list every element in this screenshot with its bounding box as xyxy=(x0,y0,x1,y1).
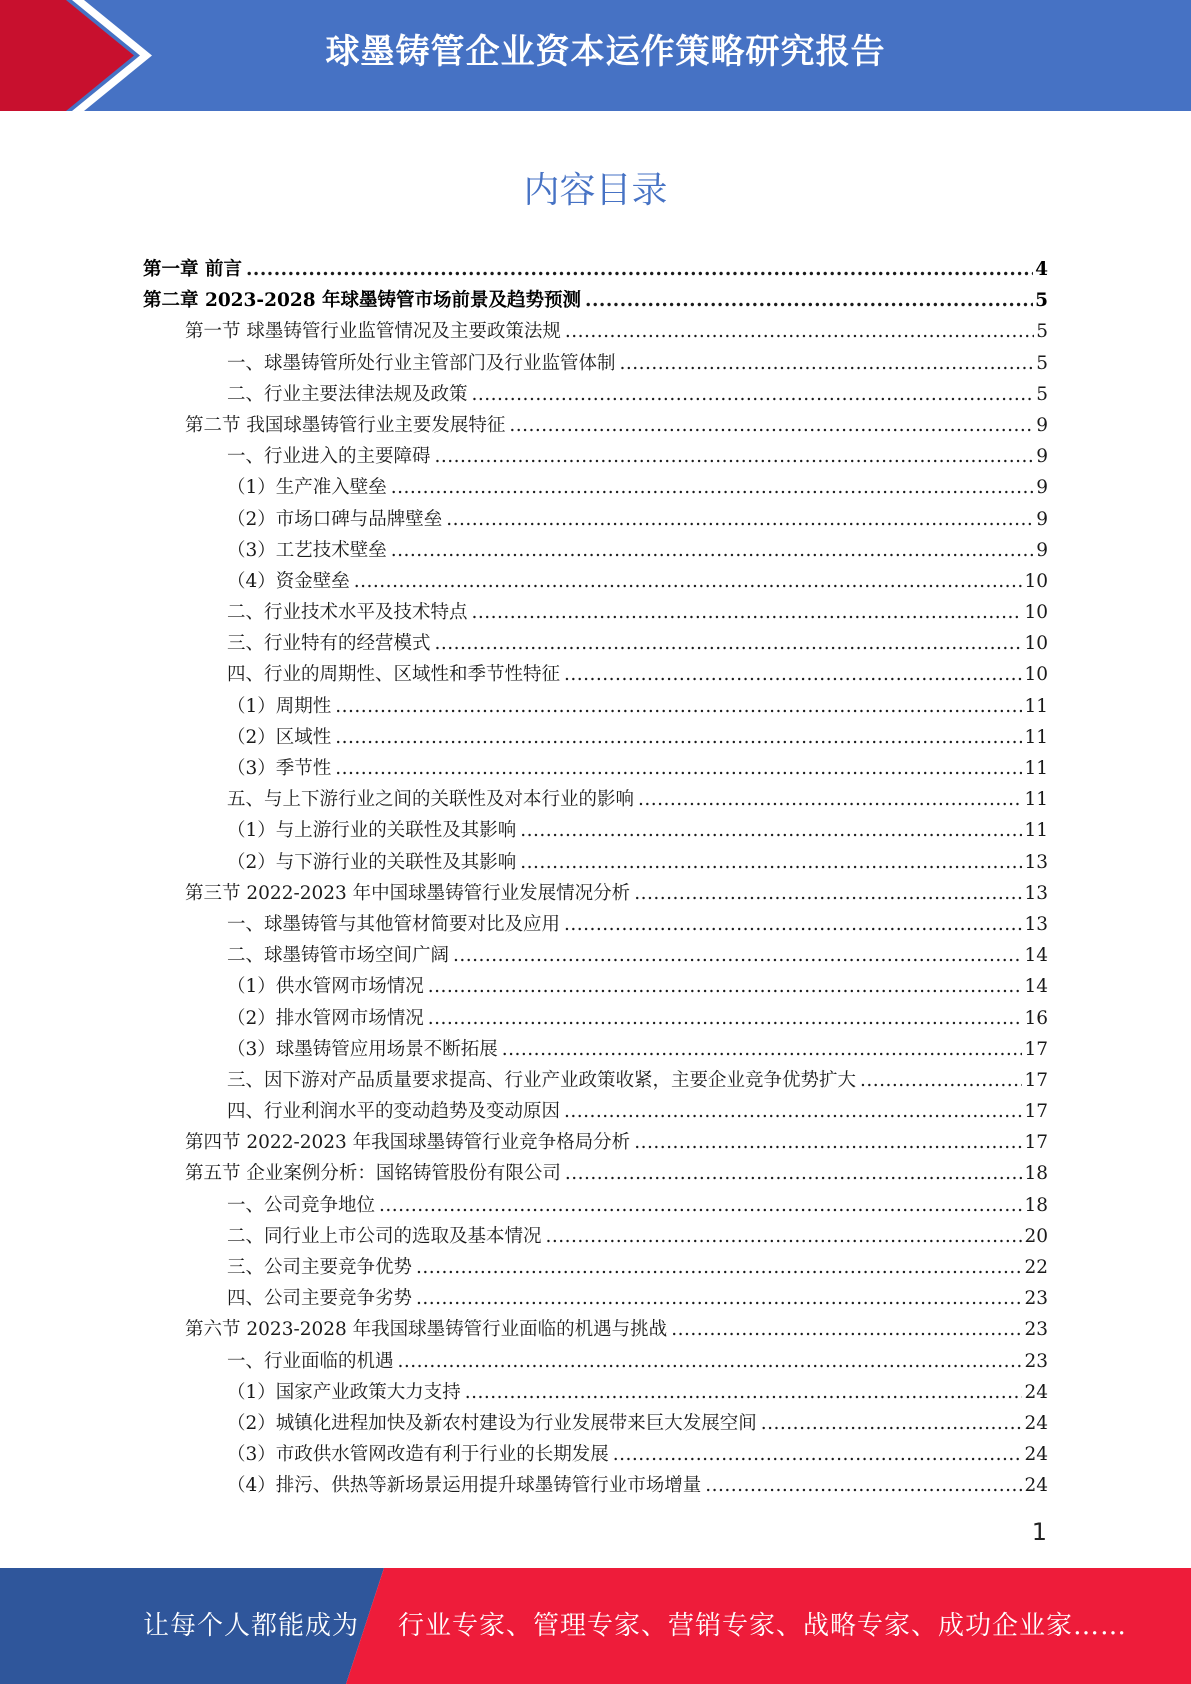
toc-entry[interactable] xyxy=(143,254,1048,285)
toc-leader-dots xyxy=(564,659,1022,690)
toc-leader-dots xyxy=(428,1003,1023,1034)
toc-leader-dots xyxy=(335,691,1022,722)
toc-entry[interactable] xyxy=(143,847,1048,878)
toc-entry-title: 第五节 企业案例分析：国铭铸管股份有限公司 xyxy=(185,1163,561,1185)
toc-entry-title: 二、行业主要法律法规及政策 xyxy=(227,383,468,405)
toc-leader-dots xyxy=(509,410,1034,441)
toc-entry-page: 24 xyxy=(1024,1475,1048,1497)
toc-entry-page: 20 xyxy=(1024,1225,1048,1247)
toc-entry-page: 13 xyxy=(1024,913,1048,935)
toc-leader-dots xyxy=(520,847,1022,878)
toc-leader-dots xyxy=(565,316,1034,347)
toc-leader-dots xyxy=(546,1221,1023,1252)
toc-entry[interactable] xyxy=(143,722,1048,753)
toc-entry[interactable] xyxy=(143,1034,1048,1065)
toc-entry[interactable] xyxy=(143,628,1048,659)
toc-entry-page: 17 xyxy=(1024,1069,1048,1091)
toc-entry-title: （2）与下游行业的关联性及其影响 xyxy=(227,851,517,873)
toc-leader-dots xyxy=(472,597,1023,628)
toc-entry-title: 第二章 2023-2028 年球墨铸管市场前景及趋势预测 xyxy=(143,290,582,312)
toc-entry[interactable] xyxy=(143,410,1048,441)
toc-entry[interactable] xyxy=(143,316,1048,347)
toc-entry[interactable] xyxy=(143,566,1048,597)
toc-entry-page: 10 xyxy=(1024,633,1048,655)
toc-entry-page: 11 xyxy=(1024,820,1048,842)
toc-entry-title: 二、行业技术水平及技术特点 xyxy=(227,602,468,624)
toc-entry[interactable] xyxy=(143,753,1048,784)
toc-leader-dots xyxy=(379,1190,1022,1221)
toc-entry-page: 16 xyxy=(1024,1007,1048,1029)
toc-entry-page: 17 xyxy=(1024,1101,1048,1123)
toc-entry[interactable] xyxy=(143,1190,1048,1221)
toc-entry-title: 一、公司竞争地位 xyxy=(227,1194,376,1216)
toc-entry-page: 9 xyxy=(1036,414,1048,436)
toc-entry-page: 23 xyxy=(1024,1319,1048,1341)
toc-entry[interactable] xyxy=(143,472,1048,503)
toc-entry-page: 24 xyxy=(1024,1381,1048,1403)
toc-leader-dots xyxy=(564,1096,1022,1127)
toc-leader-dots xyxy=(335,753,1022,784)
toc-leader-dots xyxy=(564,909,1022,940)
toc-entry[interactable] xyxy=(143,1314,1048,1345)
toc-leader-dots xyxy=(435,628,1023,659)
toc-entry[interactable] xyxy=(143,1003,1048,1034)
toc-entry[interactable] xyxy=(143,971,1048,1002)
toc-leader-dots xyxy=(246,254,1033,285)
toc-entry-page: 11 xyxy=(1024,726,1048,748)
toc-entry-title: （1）国家产业政策大力支持 xyxy=(227,1381,461,1403)
toc-leader-dots xyxy=(671,1314,1022,1345)
toc-leader-dots xyxy=(435,441,1035,472)
table-of-contents xyxy=(143,254,1048,1502)
toc-entry-title: 五、与上下游行业之间的关联性及对本行业的影响 xyxy=(227,789,635,811)
toc-entry-title: （2）市场口碑与品牌壁垒 xyxy=(227,508,443,530)
toc-entry-page: 11 xyxy=(1024,758,1048,779)
toc-entry-page: 23 xyxy=(1024,1288,1048,1310)
toc-entry[interactable] xyxy=(143,909,1048,940)
footer-banner xyxy=(0,1568,1191,1684)
toc-entry[interactable] xyxy=(143,815,1048,846)
toc-leader-dots xyxy=(705,1470,1022,1501)
toc-leader-dots xyxy=(613,1439,1023,1470)
toc-entry-page: 22 xyxy=(1024,1257,1048,1278)
toc-entry[interactable] xyxy=(143,1127,1048,1158)
toc-entry[interactable] xyxy=(143,1252,1048,1283)
toc-leader-dots xyxy=(761,1408,1023,1439)
toc-entry-title: 第一章 前言 xyxy=(143,259,242,280)
toc-leader-dots xyxy=(638,784,1022,815)
toc-entry[interactable] xyxy=(143,1065,1048,1096)
toc-entry-page: 24 xyxy=(1024,1444,1048,1466)
toc-entry-page: 5 xyxy=(1036,321,1048,343)
toc-entry-page: 9 xyxy=(1036,446,1048,468)
toc-entry-page: 14 xyxy=(1024,945,1048,967)
toc-entry[interactable] xyxy=(143,1221,1048,1252)
toc-leader-dots xyxy=(634,878,1022,909)
toc-entry[interactable] xyxy=(143,379,1048,410)
toc-leader-dots xyxy=(860,1065,1022,1096)
toc-entry-title: （3）季节性 xyxy=(227,758,332,779)
toc-entry-title: （1）周期性 xyxy=(227,695,332,717)
toc-entry[interactable] xyxy=(143,1283,1048,1314)
toc-entry-page: 18 xyxy=(1024,1163,1048,1185)
toc-entry[interactable] xyxy=(143,1158,1048,1189)
toc-entry-page: 9 xyxy=(1036,508,1048,530)
toc-entry-title: 四、行业的周期性、区域性和季节性特征 xyxy=(227,664,561,686)
toc-entry-title: （1）与上游行业的关联性及其影响 xyxy=(227,820,517,842)
toc-entry-title: 第三节 2022-2023 年中国球墨铸管行业发展情况分析 xyxy=(185,882,631,904)
toc-entry-title: （2）区域性 xyxy=(227,726,332,748)
toc-entry-title: 第一节 球墨铸管行业监管情况及主要政策法规 xyxy=(185,321,561,343)
toc-entry-title: 一、球墨铸管与其他管材简要对比及应用 xyxy=(227,913,561,935)
header-banner xyxy=(0,0,1191,111)
toc-leader-dots xyxy=(416,1252,1022,1283)
toc-leader-dots xyxy=(565,1158,1023,1189)
toc-entry-title: 第六节 2023-2028 年我国球墨铸管行业面临的机遇与挑战 xyxy=(185,1319,668,1341)
toc-entry[interactable] xyxy=(143,691,1048,722)
toc-entry[interactable] xyxy=(143,348,1048,379)
toc-entry[interactable] xyxy=(143,1408,1048,1439)
toc-entry-page: 10 xyxy=(1024,570,1048,592)
toc-entry-title: （1）生产准入壁垒 xyxy=(227,477,387,499)
toc-entry[interactable] xyxy=(143,878,1048,909)
toc-entry[interactable] xyxy=(143,597,1048,628)
toc-entry-title: （1）供水管网市场情况 xyxy=(227,976,424,998)
toc-entry-title: （3）工艺技术壁垒 xyxy=(227,539,387,561)
toc-entry-page: 4 xyxy=(1035,259,1048,280)
toc-entry-title: （4）资金壁垒 xyxy=(227,570,350,592)
report-title: 球墨铸管企业资本运作策略研究报告 xyxy=(325,32,886,72)
toc-entry-page: 10 xyxy=(1024,602,1048,624)
toc-entry-title: （3）市政供水管网改造有利于行业的长期发展 xyxy=(227,1444,609,1466)
toc-entry-page: 13 xyxy=(1024,882,1048,904)
toc-entry[interactable] xyxy=(143,940,1048,971)
toc-leader-dots xyxy=(520,815,1022,846)
toc-entry[interactable] xyxy=(143,1096,1048,1127)
toc-entry[interactable] xyxy=(143,504,1048,535)
toc-entry-page: 9 xyxy=(1036,477,1048,499)
toc-leader-dots xyxy=(585,285,1033,316)
toc-entry-title: 第二节 我国球墨铸管行业主要发展特征 xyxy=(185,414,506,436)
toc-entry-title: （3）球墨铸管应用场景不断拓展 xyxy=(227,1038,498,1060)
toc-leader-dots xyxy=(391,535,1034,566)
toc-leader-dots xyxy=(428,971,1023,1002)
toc-entry-title: （2）排水管网市场情况 xyxy=(227,1007,424,1029)
toc-entry-title: 一、行业进入的主要障碍 xyxy=(227,446,431,468)
toc-entry-title: 三、因下游对产品质量要求提高、行业产业政策收紧，主要企业竞争优势扩大 xyxy=(227,1069,857,1091)
toc-entry-page: 13 xyxy=(1024,851,1048,873)
toc-heading: 内容目录 xyxy=(523,170,668,211)
toc-entry-title: 四、行业利润水平的变动趋势及变动原因 xyxy=(227,1101,561,1123)
toc-leader-dots xyxy=(354,566,1023,597)
toc-leader-dots xyxy=(453,940,1022,971)
toc-entry-title: 三、行业特有的经营模式 xyxy=(227,633,431,655)
toc-leader-dots xyxy=(398,1346,1023,1377)
toc-leader-dots xyxy=(335,722,1022,753)
toc-entry-page: 10 xyxy=(1024,664,1048,686)
toc-entry-page: 23 xyxy=(1024,1350,1048,1372)
toc-entry-title: 四、公司主要竞争劣势 xyxy=(227,1288,413,1310)
toc-entry[interactable] xyxy=(143,659,1048,690)
toc-leader-dots xyxy=(446,504,1034,535)
toc-entry[interactable] xyxy=(143,285,1048,316)
toc-entry-page: 14 xyxy=(1024,976,1048,998)
footer-slogan-right: 行业专家、管理专家、营销专家、战略专家、成功企业家…… xyxy=(398,1611,1128,1641)
toc-entry[interactable] xyxy=(143,1346,1048,1377)
toc-entry-title: 三、公司主要竞争优势 xyxy=(227,1257,413,1278)
toc-entry-page: 11 xyxy=(1024,695,1048,717)
toc-leader-dots xyxy=(620,348,1035,379)
page-number: 1 xyxy=(1031,1518,1047,1546)
toc-leader-dots xyxy=(634,1127,1022,1158)
toc-leader-dots xyxy=(502,1034,1023,1065)
toc-entry-title: 二、球墨铸管市场空间广阔 xyxy=(227,945,450,967)
toc-entry-page: 5 xyxy=(1036,383,1048,405)
toc-entry[interactable] xyxy=(143,1377,1048,1408)
toc-entry-title: 二、同行业上市公司的选取及基本情况 xyxy=(227,1225,542,1247)
toc-entry-page: 5 xyxy=(1036,352,1048,374)
toc-entry-title: 一、球墨铸管所处行业主管部门及行业监管体制 xyxy=(227,352,616,374)
toc-leader-dots xyxy=(416,1283,1022,1314)
toc-entry-title: 一、行业面临的机遇 xyxy=(227,1350,394,1372)
toc-entry-title: 第四节 2022-2023 年我国球墨铸管行业竞争格局分析 xyxy=(185,1132,631,1154)
toc-leader-dots xyxy=(465,1377,1023,1408)
toc-entry-page: 11 xyxy=(1024,789,1048,811)
toc-leader-dots xyxy=(472,379,1035,410)
toc-entry-page: 9 xyxy=(1036,539,1048,561)
toc-entry-page: 17 xyxy=(1024,1038,1048,1060)
toc-entry[interactable] xyxy=(143,1439,1048,1470)
toc-entry[interactable] xyxy=(143,535,1048,566)
toc-entry[interactable] xyxy=(143,441,1048,472)
toc-entry-page: 17 xyxy=(1024,1132,1048,1154)
toc-entry[interactable] xyxy=(143,784,1048,815)
toc-entry-title: （4）排污、供热等新场景运用提升球墨铸管行业市场增量 xyxy=(227,1475,702,1497)
toc-entry-page: 18 xyxy=(1024,1194,1048,1216)
toc-entry-page: 24 xyxy=(1024,1412,1048,1434)
toc-entry[interactable] xyxy=(143,1470,1048,1501)
toc-entry-page: 5 xyxy=(1035,290,1048,312)
footer-slogan-left: 让每个人都能成为 xyxy=(143,1611,360,1641)
toc-entry-title: （2）城镇化进程加快及新农村建设为行业发展带来巨大发展空间 xyxy=(227,1412,757,1434)
toc-leader-dots xyxy=(391,472,1034,503)
